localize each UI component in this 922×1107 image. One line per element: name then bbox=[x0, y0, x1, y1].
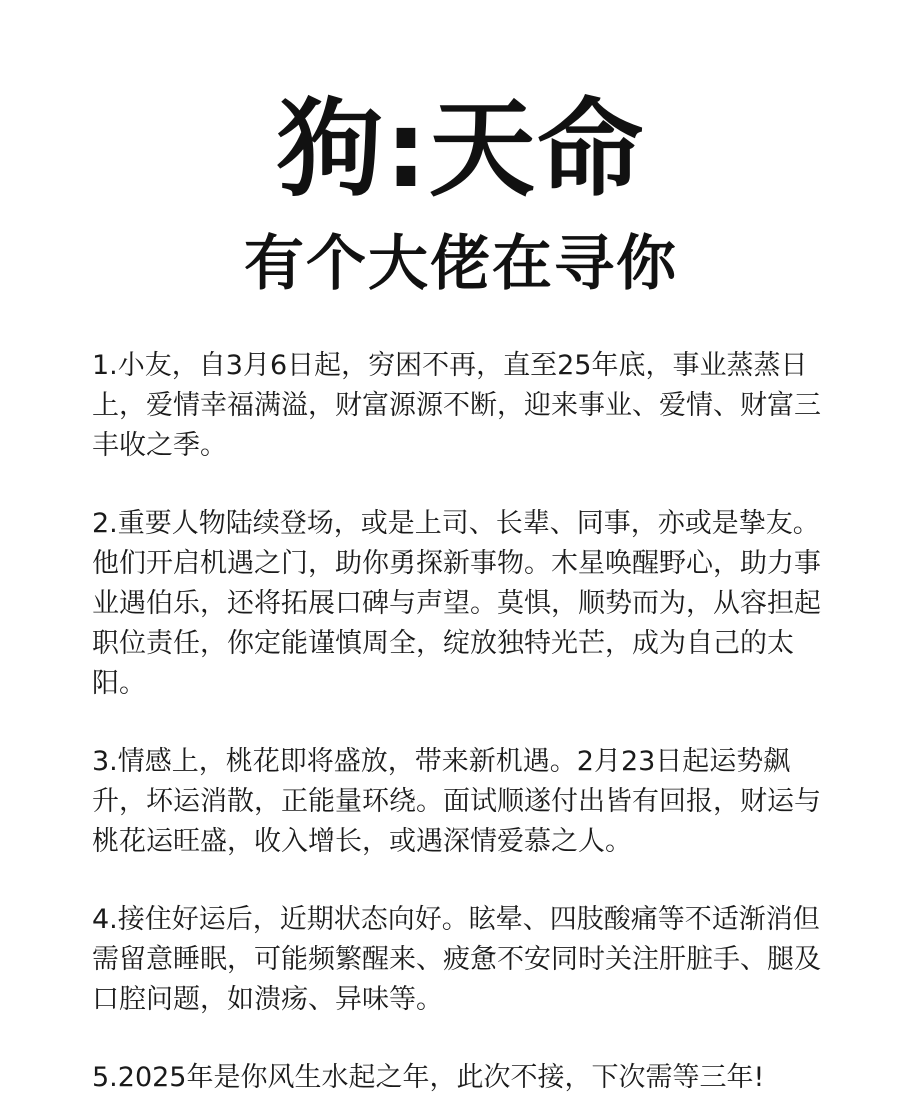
paragraph-3: 3.情感上，桃花即将盛放，带来新机遇。2月23日起运势飙升，坏运消散，正能量环绕。面试顺遂付出皆有回报，财运与桃花运旺盛，收入增长，或遇深情爱慕之人。 bbox=[92, 746, 821, 857]
page-title: 狗:天命 bbox=[276, 88, 646, 211]
page-subtitle: 有个大佬在寻你 bbox=[244, 229, 678, 299]
article-body bbox=[92, 346, 832, 1098]
paragraph-2: 2.重要人物陆续登场，或是上司、长辈、同事，亦或是挚友。他们开启机遇之门，助你勇探新事物。木星唤醒野心，助力事业遇伯乐，还将拓展口碑与声望。莫惧，顺势而为，从容担起职位责任，你定能谨慎周全，绽放独特光芒，成为自己的太阳。 bbox=[92, 508, 821, 699]
paragraph-1: 1.小友，自3月6日起，穷困不再，直至25年底，事业蒸蒸日上，爱情幸福满溢，财富源源不断，迎来事业、爱情、财富三丰收之季。 bbox=[92, 350, 821, 461]
paragraph-4: 4.接住好运后，近期状态向好。眩晕、四肢酸痛等不适渐消但需留意睡眠，可能频繁醒来、疲惫不安同时关注肝脏手、腿及口腔问题，如溃疡、异味等。 bbox=[92, 904, 821, 1015]
paragraph-5: 5.2025年是你风生水起之年，此次不接，下次需等三年! bbox=[92, 1062, 765, 1093]
